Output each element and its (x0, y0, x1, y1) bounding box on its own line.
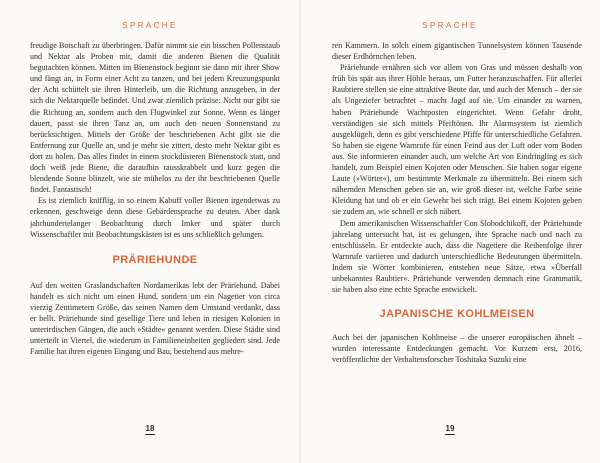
paragraph: freudige Botschaft zu überbringen. Dafür nimmt sie ein bisschen Pollenstaub und Nektar als Proben mit, damit die anderen Bienen die Qualität begutachten können. Mitten im Bienenstock beginnt sie dann mit ihrer Show und fängt an, in Form einer Acht zu tanzen, und bei jedem Kreuzungspunkt der Acht schüttelt sie ihren Hinterleib, um die Richtung anzugeben, in der sich die Nektarquelle befindet. Und zwar ziemlich präzise: Nicht nur gibt sie die Richtung an, sondern auch den Flugwinkel zur Sonne. Wenn es länger dauert, passt sie ihren Tanz an, um auch den neuen Sonnenstand zu berücksichtigen. Mittels der Größe der beschriebenen Acht gibt sie die Entfernung zur Quelle an, und je mehr sie zittert, desto mehr Nektar gibt es dort zu holen. Das alles findet in einem stockdüsteren Bienenstock statt, und doch weiß jede Biene, die daraufhin rausskrabbelt und kurz gegen die blendende Sonne blinzelt, wie sie mühelos zu der ihr beschriebenen Quelle findet. Fantastisch! (30, 41, 280, 195)
body-text (30, 40, 280, 357)
paragraph: Dem amerikanischen Wissenschaftler Con Slobodchikoff, der Präriehunde jahrelang untersucht hat, ist es gelungen, ihre Sprache nach und nach zu entschlüsseln. Er entdeckte auch, dass die Nagetiere die Reihenfolge ihrer Warnrufe variieren und dadurch unterschiedliche Bedeutungen übermitteln. Indem sie Wörter kombinieren, entstehen neue Sätze, etwa »Überfall unbekanntes Raubtier«. Präriehunde verwenden demnach eine Grammatik, sie haben also eine echte Sprache entwickelt. (332, 218, 582, 295)
paragraph: Präriehunde ernähren sich vor allem von Gras und müssen deshalb von früh bis spät aus ihrer Höhle heraus, um Futter heranzuschaffen. Für allerlei Raubtiere stellen sie eine attraktive Beute dar, und auch der Mensch – der sie als Ungeziefer betrachtet – macht Jagd auf sie. Um einander zu warnen, haben Präriehunde Wachtposten eingerichtet. Wenn Gefahr droht, verständigen sie sich mittels Pfeiftönen. Ihr Alarmsystem ist ziemlich ausgeklügelt, denn es gibt verschiedene Pfiffe für unterschiedliche Gefahren. So haben sie eigene Warnrufe für einen Feind aus der Luft oder vom Boden aus. Sie informieren einander auch, um welche Art von Eindringling es sich handelt, zum Beispiel einen Kojoten oder Menschen. Sie haben sogar eigene Laute (»Wörter«), um bestimmte Merkmale zu übermitteln. Bei einem sich nähernden Menschen geben sie an, wie groß dieser ist, welche Farbe seine Kleidung hat und ob er ein Gewehr bei sich trägt. Bei einem Kojoten geben sie zudem an, wie schnell er sich nähert. (332, 63, 582, 217)
section-heading: PRÄRIEHUNDE (112, 253, 198, 266)
right-page (300, 0, 600, 463)
page-number (0, 424, 300, 433)
body-text (332, 40, 582, 366)
paragraph: ren Kammern. In solch einem gigantischen Tunnelsystem können Tausende dieser Erdhörnchen leben. (332, 41, 582, 62)
paragraph: Auch bei der japanischen Kohlmeise – die unserer europäischen ähnelt – wurden interessante Entdeckungen gemacht. Vor Kurzem erst, 2016, veröffentlichte der Verhaltensforscher Toshitaka Suzuki eine (332, 333, 582, 365)
section-heading: JAPANISCHE KOHLMEISEN (379, 308, 535, 321)
running-head: SPRACHE (122, 21, 178, 30)
paragraph: Auf den weiten Graslandschaften Nordamerikas lebt der Präriehund. Dabei handelt es sich nicht um einen Hund, sondern um ein Nagetier von circa vierzig Zentimetern Größe, das seinen Namen dem Umstand verdankt, dass er bellt. Präriehunde sind gesellige Tiere und leben in riesigen Kolonien in unterirdischen Gängen, die auch »Städte« genannt werden. Diese Städte sind unterteilt in Viertel, die wiederum in Familieneinheiten gegliedert sind. Jede Familie hat ihren eigenen Eingang und Bau, bestehend aus mehre- (30, 280, 280, 357)
page-number (300, 424, 600, 433)
running-head: SPRACHE (422, 21, 478, 30)
page-number-text: 19 (445, 424, 455, 433)
paragraph: Es ist ziemlich knifflig, in so einem Kabuff voller Bienen irgendetwas zu erkennen, geschweige denn diese Gebärdensprache zu deuten. Aber dank jahrhundertelanger Beobachtung durch Imker und später durch Wissenschaftler mit Beobachtungskästen ist es uns schließlich gelungen. (30, 196, 280, 239)
page-number-text: 18 (145, 424, 155, 433)
